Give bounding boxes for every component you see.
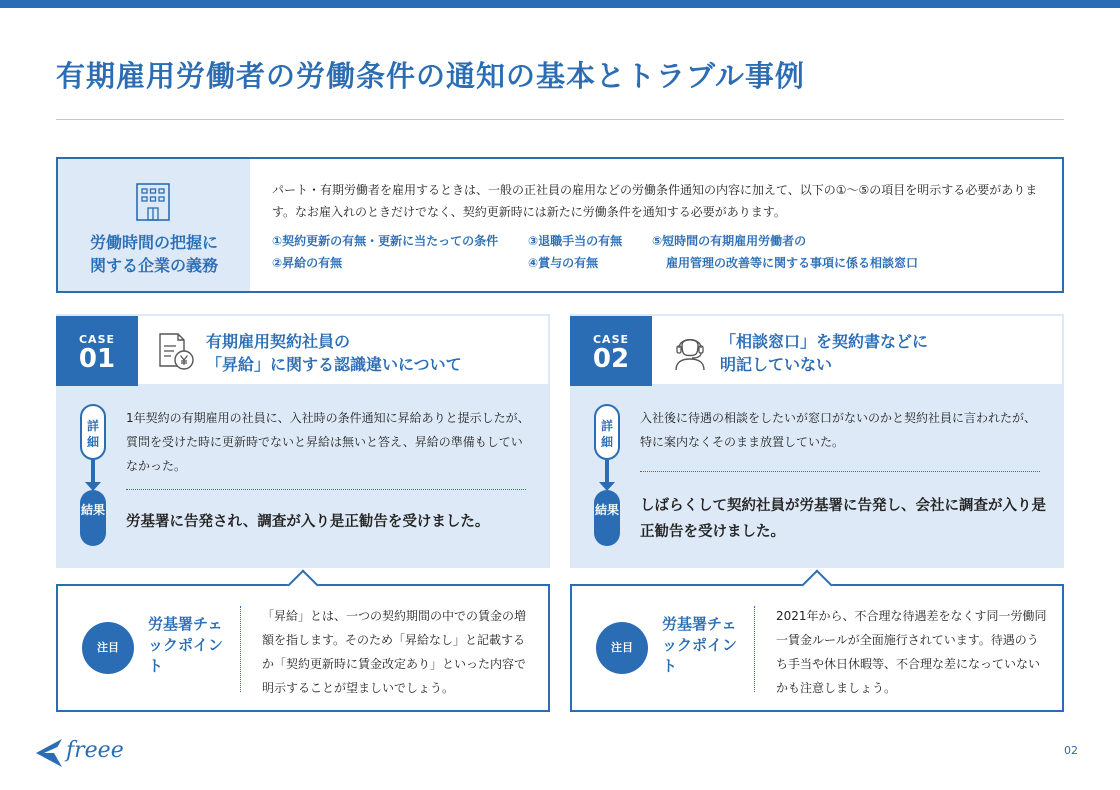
case-title [720,330,928,376]
obligation-item: 雇用管理の改善等に関する事項に係る相談窓口 [666,256,919,270]
obligation-item: ③退職手当の有無 [528,234,623,248]
checkpoint-label: 労基署チェックポイント [148,615,224,675]
obligation-heading-line1: 労働時間の把握に [89,233,218,252]
headset-operator-icon [670,332,710,372]
obligation-item: ①契約更新の有無・更新に当たっての条件 [272,234,499,248]
detail-label: 詳細 [80,404,106,460]
case-tag-label: CASE [592,333,630,346]
result-label: 結果 [80,490,106,546]
case-header [570,314,1064,386]
attention-badge: 注目 [596,622,648,674]
case-card-01 [56,314,550,712]
case-body [56,386,550,568]
obligation-description: パート・有期労働者を雇用するときは、一般の正社員の雇用などの労働条件通知の内容に加えて、以下の①〜⑤の項目を明示する必要があります。なお雇入れのときだけでなく、契約更新時には新たに労働条件を通知する必要があります。 [272,183,1038,219]
case-card-02 [570,314,1064,712]
case-tag [56,316,138,388]
logo-text: freee [66,738,124,763]
page-number: 02 [1064,744,1078,757]
freee-logo [32,733,142,773]
top-accent-bar [0,0,1120,8]
flow-arrow [91,460,95,484]
case-body [570,386,1064,568]
note-pointer [801,569,832,600]
case-tag-number: 01 [78,344,116,374]
note-pointer [287,569,318,600]
dotted-divider [640,471,1040,472]
detail-text: 入社後に待遇の相談をしたいが窓口がないのかと契約社員に言われたが、特に案内なくそのまま放置していた。 [640,411,1037,449]
building-icon [136,183,170,221]
case-title-line1: 有期雇用契約社員の [206,332,351,351]
flow-arrow [605,460,609,484]
result-text: しばらくして契約社員が労基署に告発し、会社に調査が入り是正勧告を受けました。 [640,498,1046,540]
case-header [56,314,550,386]
obligation-item: ⑤短時間の有期雇用労働者の [652,234,807,248]
case-tag [570,316,652,388]
detail-label: 詳細 [594,404,620,460]
case-title [206,330,462,376]
dotted-separator [240,606,241,692]
case-tag-number: 02 [592,344,630,374]
dotted-separator [754,606,755,692]
title-divider [56,119,1064,120]
case-title-line2: 明記していない [720,355,833,374]
checkpoint-text: 「昇給」とは、一つの契約期間の中での賃金の増額を指します。そのため「昇給なし」と記載するか「契約更新時に賃金改定あり」といった内容で明示することが望ましいでしょう。 [262,609,527,695]
obligation-item: ④賞与の有無 [528,256,599,270]
result-label: 結果 [594,490,620,546]
detail-text: 1年契約の有期雇用の社員に、入社時の条件通知に昇給ありと提示したが、質問を受けた時に更新時でないと昇給は無いと答え、昇給の準備もしていなかった。 [126,411,530,473]
case-title-line2: 「昇給」に関する認識違いについて [206,355,462,374]
page-title: 有期雇用労働者の労働条件の通知の基本とトラブル事例 [56,59,805,93]
obligation-heading-panel [58,159,250,291]
obligation-heading-line2: 関する企業の義務 [89,256,218,275]
case-tag-label: CASE [78,333,116,346]
obligation-box [56,157,1064,293]
checkpoint-text: 2021年から、不合理な待遇差をなくす同一労働同一賃金ルールが全面施行されています。待遇のうち手当や休日休暇等、不合理な差になっていないかも注意しましょう。 [776,609,1047,695]
checkpoint-note [570,584,1064,712]
checkpoint-note [56,584,550,712]
document-yen-icon [156,332,196,372]
dotted-divider [126,489,526,490]
case-title-line1: 「相談窓口」を契約書などに [720,332,929,351]
obligation-item: ②昇給の有無 [272,256,343,270]
attention-badge: 注目 [82,622,134,674]
checkpoint-label: 労基署チェックポイント [662,615,738,675]
obligation-heading [70,231,238,277]
result-text: 労基署に告発され、調査が入り是正勧告を受けました。 [126,514,490,530]
